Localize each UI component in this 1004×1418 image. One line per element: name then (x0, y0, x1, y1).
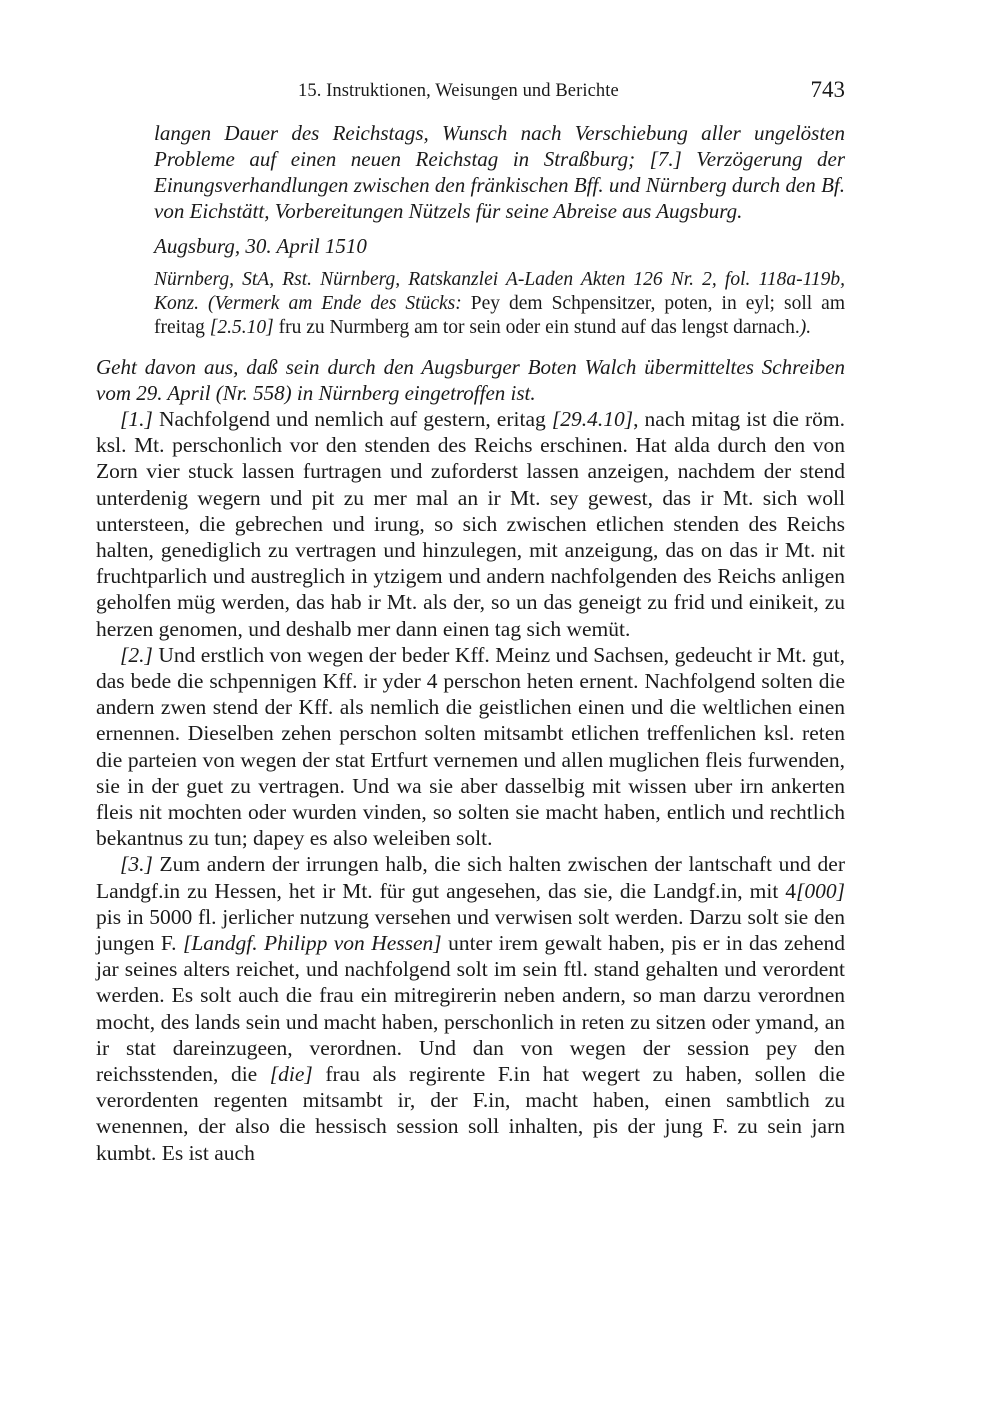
paragraph-text: Nachfolgend und nemlich auf gestern, eritag (152, 407, 552, 431)
source-note (154, 268, 845, 340)
paragraph-number: [2.] (120, 642, 153, 667)
paragraph-text: unter irem gewalt haben, pis er in das zehend jar seines alters reichet, und nachfolgend solt im sein ftl. stand gehalten und verordent werden. Es solt auch die frau ein mitregirerin neben andern, so man darzu verordnen mocht, des lands sein und macht haben, perschonlich in reten zu sitzen oder ymand, an ir stat dareinzugeen, verordnen. Und dan von wegen der session pey den reichsstenden, die (96, 931, 845, 1087)
paragraph-text: , nach mitag ist die röm. ksl. Mt. perschonlich vor den stenden des Reichs erschinen. Hat alda durch den von Zorn vier stuck lassen furtragen und zuforderst lassen anzeigen, nachdem der stend unterdenig wegern und pit zu mer mal an ir Mt. sey gewest, das ir Mt. sich woll untersteen, die gebrechen und irung, so sich zwischen etlichen stenden des Reichs halten, genediglich zu vertragen und hinzulegen, mit anzeigung, das on das ir Mt. nit fruchtparlich und austreglich in ytzigem und andern nachfolgenden des Reichs anligen geholfen müg werden, das hab ir Mt. als der, so un das geneigt zu frid und einikeit, zu herzen genomen, und deshalb mer dann einen tag sich wemüt. (96, 407, 845, 641)
source-note-text-1: Pey dem Schpensitzer, poten, in eyl; soll am freitag (154, 293, 845, 338)
paragraph-1 (96, 406, 845, 642)
page-number: 743 (810, 77, 845, 102)
editorial-insertion: [000] (796, 878, 845, 903)
running-title: 15. Instruktionen, Weisungen und Berichte (298, 81, 619, 101)
paragraph-number: [3.] (120, 852, 153, 877)
paragraph-text: Und erstlich von wegen der beder Kff. Meinz und Sachsen, gedeucht ir Mt. gut, das bede die schpennigen Kff. ir yder 4 perschon heten ernent. Nachfolgend solten die andern zwen stend der Kff. als nemlich die geistlichen einen und die weltlichen einen ernennen. Dieselben zehen perschon solten mitsambt etlichen treffenlichen ksl. reten die parteien von wegen der stat Ertfurt vernemen und allen muglichen fleis furwenden, sie in der guet zu vertragen. Und wa sie aber dasselbig mit wissen uber irn ankerten fleis nit mochten oder wurden vinden, so solten sie macht haben, entlich und rechtlich bekantnus zu tun; dapey es also weleiben solt. (96, 642, 845, 851)
editorial-insertion: [Landgf. Philipp von Hessen] (182, 931, 442, 956)
paragraph-text: frau als regirente F.in hat wegert zu haben, sollen die verordenten regenten mitsambt ir, der F.in, macht haben, einen sambtlich zu wenennen, der also die hessisch session soll inhalten, pis der jung F. zu sein jarn kumbt. Es ist auch (96, 1062, 845, 1165)
regest-summary (154, 120, 845, 224)
paragraph-text: pis in 5000 fl. jerlicher nutzung versehen und verwisen solt werden. Darzu solt sie den jungen F. (96, 904, 845, 956)
paragraph-number: [1.] (120, 407, 153, 431)
document-body (96, 406, 845, 1166)
editorial-insertion: [die] (269, 1062, 313, 1087)
page-header (96, 72, 845, 106)
regest-text: langen Dauer des Reichstags, Wunsch nach Verschiebung aller ungelösten Probleme auf einen neuen Reichstag in Straßburg; [7.] Verzögerung der Einungsverhandlungen zwischen den fränkischen Bff. und Nürnberg durch den Bf. von Eichstätt, Vorbereitungen Nützels für seine Abreise aus Augsburg. (154, 121, 845, 223)
editorial-date: [29.4.10] (551, 407, 634, 431)
dateline: Augsburg, 30. April 1510 (154, 234, 367, 258)
source-close: ). (799, 317, 812, 338)
source-date-ref: [2.5.10] (209, 317, 274, 338)
source-archive: Nürnberg, StA, Rst. Nürnberg, Ratskanzlei A-Laden Akten 126 Nr. 2, fol. 118a-119b, Konz. (Vermerk am Ende des Stücks: (154, 269, 845, 314)
paragraph-text: Zum andern der irrungen halb, die sich halten zwischen der lantschaft und der Landgf.in zu Hessen, het ir Mt. für gut angesehen, das sie, die Landgf.in, mit 4 (96, 852, 845, 903)
editorial-preface: Geht davon aus, daß sein durch den Augsburger Boten Walch übermitteltes Schreiben vom 29. April (Nr. 558) in Nürnberg eingetroffen ist. (96, 355, 845, 405)
document-page (96, 72, 845, 1166)
source-note-text-2: fru zu Nurmberg am tor sein oder ein stund auf das lengst darnach. (273, 317, 800, 338)
paragraph-2 (96, 642, 845, 852)
paragraph-3 (96, 851, 845, 1165)
